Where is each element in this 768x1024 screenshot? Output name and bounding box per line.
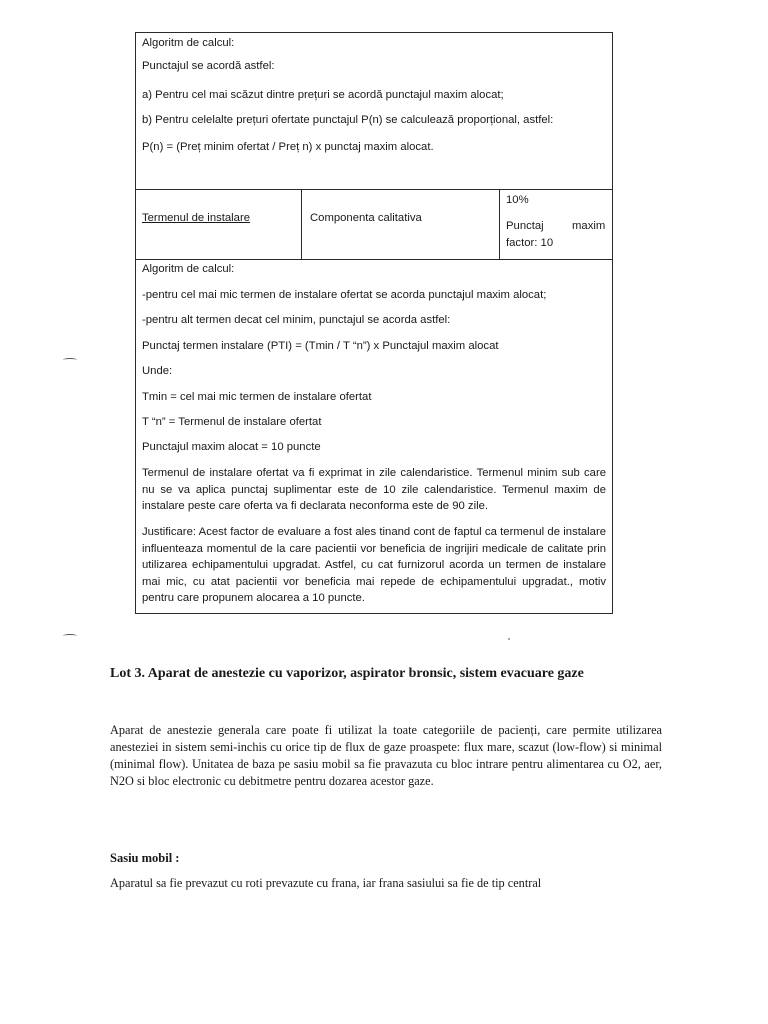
scan-mark <box>63 358 77 362</box>
justification-paragraph: Justificare: Acest factor de evaluare a fost ales tinand cont de faptul ca termenul de instalare influenteaza momentul de la care pacientii vor beneficia de ingrijiri medicale de calitate prin utilizarea echipamentului upgradat. Astfel, cu cat furnizorul acorda un termen de instalare mai mic, cu atat pacientii vor beneficia mai repede de echipamentului upgradat., motiv pentru care propunem alocarea a 10 puncte. <box>142 526 606 604</box>
price-algorithm-line: b) Pentru celelalte prețuri ofertate punctajul P(n) se calculează proporțional, astfel: <box>142 114 554 126</box>
install-algorithm-line: T “n” = Termenul de instalare ofertat <box>142 416 322 428</box>
scan-dot <box>508 638 510 640</box>
price-formula: P(n) = (Preț minim ofertat / Preț n) x punctaj maxim alocat. <box>142 141 434 153</box>
factor-row <box>136 189 612 260</box>
lot-description: Aparat de anestezie generala care poate fi utilizat la toate categoriile de pacienți, care permite utilizarea anesteziei in sistem semi-inchis cu orice tip de flux de gaze proaspete: flux mare, scazut (low-flow) si minimal (minimal flow). Unitatea de baza pe sasiu mobil sa fie pravazuta cu bloc intrare pentru alimentarea cu O2, aer, N2O si bloc electronic cu debitmetre pentru dozarea acestor gaze. <box>110 723 662 788</box>
install-algorithm-line: Tmin = cel mai mic termen de instalare ofertat <box>142 391 372 403</box>
install-algorithm-line: Unde: <box>142 365 173 377</box>
install-algorithm-line: -pentru alt termen decat cel minim, punctajul se acorda astfel: <box>142 314 451 326</box>
install-algorithm-title: Algoritm de calcul: <box>142 263 235 275</box>
price-algorithm-section <box>136 33 612 189</box>
factor-score-cell <box>500 190 612 259</box>
price-algorithm-title: Algoritm de calcul: <box>142 37 235 49</box>
scan-mark <box>63 634 77 638</box>
factor-name-cell <box>136 190 302 259</box>
install-formula: Punctaj termen instalare (PTI) = (Tmin / T “n”) x Punctajul maxim alocat <box>142 340 499 352</box>
lot-heading: Lot 3. Aparat de anestezie cu vaporizor, aspirator bronsic, sistem evacuare gaze <box>110 666 584 681</box>
factor-component: Componenta calitativa <box>310 212 422 224</box>
price-algorithm-line: a) Pentru cel mai scăzut dintre prețuri se acordă punctajul maxim alocat; <box>142 89 504 101</box>
price-algorithm-line: Punctajul se acordă astfel: <box>142 60 275 72</box>
factor-score-label-2: maxim <box>572 220 606 232</box>
factor-name: Termenul de instalare <box>142 212 251 224</box>
install-algorithm-line: -pentru cel mai mic termen de instalare ofertat se acorda punctajul maxim alocat; <box>142 289 547 301</box>
chassis-heading: Sasiu mobil : <box>110 851 180 865</box>
evaluation-table <box>135 32 613 614</box>
factor-component-cell <box>302 190 500 259</box>
install-algorithm-line: Punctajul maxim alocat = 10 puncte <box>142 441 321 453</box>
factor-percent: 10% <box>506 194 529 206</box>
factor-score-label: Punctaj <box>506 220 544 232</box>
install-term-paragraph: Termenul de instalare ofertat va fi exprimat in zile calendaristice. Termenul minim sub care nu se va aplica punctaj suplimentar este de 10 zile calendaristice. Termenul maxim de instalare peste care oferta va fi declarata neconforma este de 90 zile. <box>142 467 606 512</box>
chassis-text: Aparatul sa fie prevazut cu roti prevazute cu frana, iar frana sasiului sa fie de tip central <box>110 876 542 890</box>
factor-score-value: factor: 10 <box>506 237 554 249</box>
